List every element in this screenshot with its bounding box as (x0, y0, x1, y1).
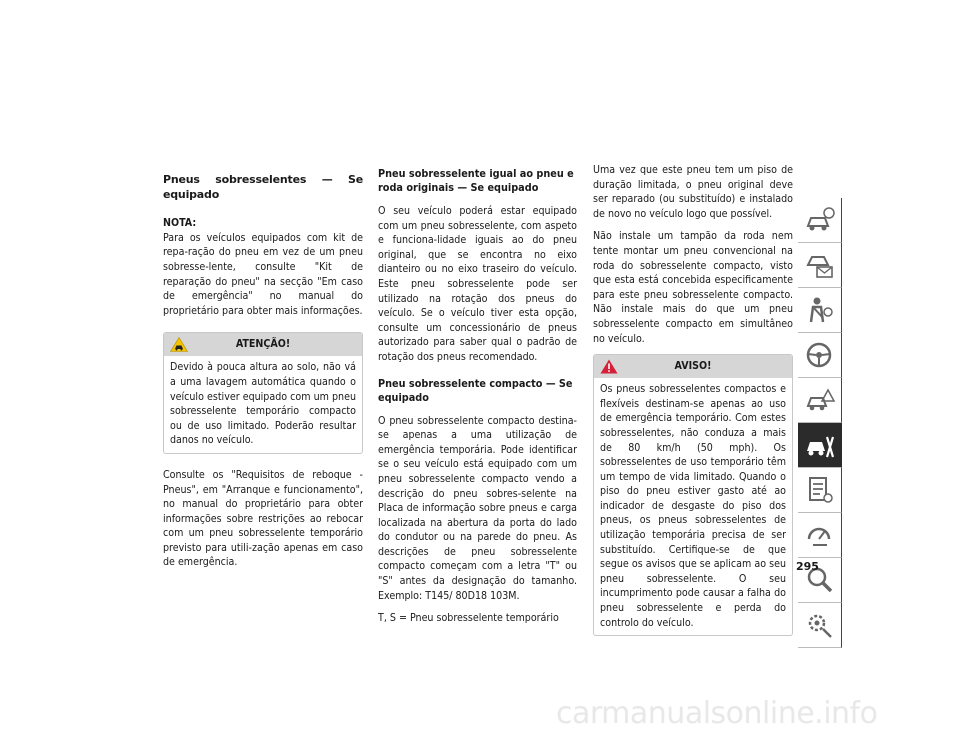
attention-header (164, 333, 362, 356)
tools-gear-icon (805, 609, 835, 641)
subheading-full-size-spare: Pneu sobresselente igual ao pneu e roda originais — Se equipado (378, 167, 574, 194)
warning-header (594, 355, 792, 378)
gauge-wrench-icon (805, 519, 835, 551)
tab-car-info[interactable] (798, 198, 842, 243)
checklist-icon (805, 474, 835, 506)
full-size-spare-paragraph: O seu veículo poderá estar equipado com um pneu sobresselente, com aspeto e funciona-lidade iguais ao do pneu original, que se encontra no eixo dianteiro ou no eixo traseiro do veículo. Este pneu sobresselente pode ser utilizado na rotação dos pneus do veículo. Se o veículo tiver esta opção, consulte um concessionário de pneus autorizado para saber qual o padrão de rotação dos pneus recomendado. (378, 205, 577, 363)
section-heading: Pneus sobresselentes — Se equipado (163, 173, 363, 201)
mail-car-icon (805, 249, 835, 281)
tab-car-service[interactable] (798, 423, 842, 468)
watermark: carmanualsonline.info (556, 696, 878, 731)
column-3 (593, 163, 793, 650)
column-1 (163, 165, 363, 578)
attention-box (163, 332, 363, 454)
tab-checklist[interactable] (798, 468, 842, 513)
ts-definition: T, S = Pneu sobresselente temporário (378, 612, 559, 625)
note (163, 216, 363, 318)
steering-wheel-icon (805, 339, 835, 371)
note-text: Para os veículos equipados com kit de repa-ração do pneu em vez de um pneu sobresse-lente, consulte "Kit de reparação do pneu" na secção "Em caso de emergência" no manual do proprietário para obter mais informações. (163, 231, 363, 317)
car-warning-icon (805, 384, 835, 416)
tab-mail-car[interactable] (798, 243, 842, 288)
car-caution-icon (170, 337, 188, 352)
wheel-cover-paragraph: Não instale um tampão da roda nem tente montar um pneu convencional na roda do sobresselente compacto, visto que esta está concebida especificamente para este pneu sobresselente compacto. Não instale mais do que um pneu sobresselente compacto em simultâneo no veículo. (593, 230, 793, 345)
subheading-compact-spare: Pneu sobresselente compacto — Se equipado (378, 376, 573, 404)
chapter-tabs (798, 198, 842, 648)
tab-car-warning[interactable] (798, 378, 842, 423)
column-2 (378, 167, 577, 634)
tab-tools-gear[interactable] (798, 603, 842, 648)
seatbelt-icon (805, 294, 835, 326)
warning-title: AVISO! (674, 360, 712, 373)
warning-triangle-icon (600, 359, 618, 374)
warning-box (593, 354, 793, 636)
tab-steering-wheel[interactable] (798, 333, 842, 378)
car-service-icon (805, 429, 835, 461)
note-label: NOTA: (163, 217, 197, 230)
tow-paragraph: Consulte os "Requisitos de reboque - Pneus", em "Arranque e funcionamento", no manual do proprietário para obter informações sobre restrições ao rebocar com um pneu sobresselente temporário previsto para utili-zação apenas em caso de emergência. (163, 468, 363, 569)
attention-text: Devido à pouca altura ao solo, não vá a uma lavagem automática quando o veículo estiver equipado com um pneu sobresselente temporário compacto ou de uso limitado. Poderão resultar danos no veículo. (170, 361, 356, 447)
compact-spare-paragraph: O pneu sobresselente compacto destina-se apenas a uma utilização de emergência temporária. Pode identificar se o seu veículo está equipado com um pneu sobresselente compacto vendo a descrição do pneu sobres-selente na Placa de informação sobre pneus e carga localizada na abertura da porta do lado do condutor ou na parede do pneu. As descrições de pneu sobresselente compacto começam com a letra "T" ou "S" antes da designação do tamanho. Exemplo: T145/ 80D18 103M. (378, 414, 577, 602)
limited-tread-paragraph: Uma vez que este pneu tem um piso de duração limitada, o pneu original deve ser reparado (ou substituído) e instalado de novo no veículo logo que possível. (593, 164, 793, 220)
tab-seatbelt[interactable] (798, 288, 842, 333)
car-info-icon (805, 204, 835, 236)
page-number: 295 (796, 560, 819, 573)
tab-gauge-wrench[interactable] (798, 513, 842, 558)
warning-text: Os pneus sobresselentes compactos e flexíveis destinam-se apenas ao uso de emergência temporário. Com estes sobresselentes, não conduza a mais de 80 km/h (50 mph). Os sobresselentes de uso temporário têm um tempo de vida limitado. Quando o piso do pneu estiver gasto até ao indicador de desgaste do piso dos pneus, os pneus sobresselentes de utilização temporária precisa de ser substituído. Certifique-se de que segue os avisos que se aplicam ao seu pneu sobresselente. O seu incumprimento pode causar a falha do pneu sobresselente e perda do controlo do veículo. (600, 383, 786, 629)
attention-title: ATENÇÃO! (235, 338, 291, 351)
